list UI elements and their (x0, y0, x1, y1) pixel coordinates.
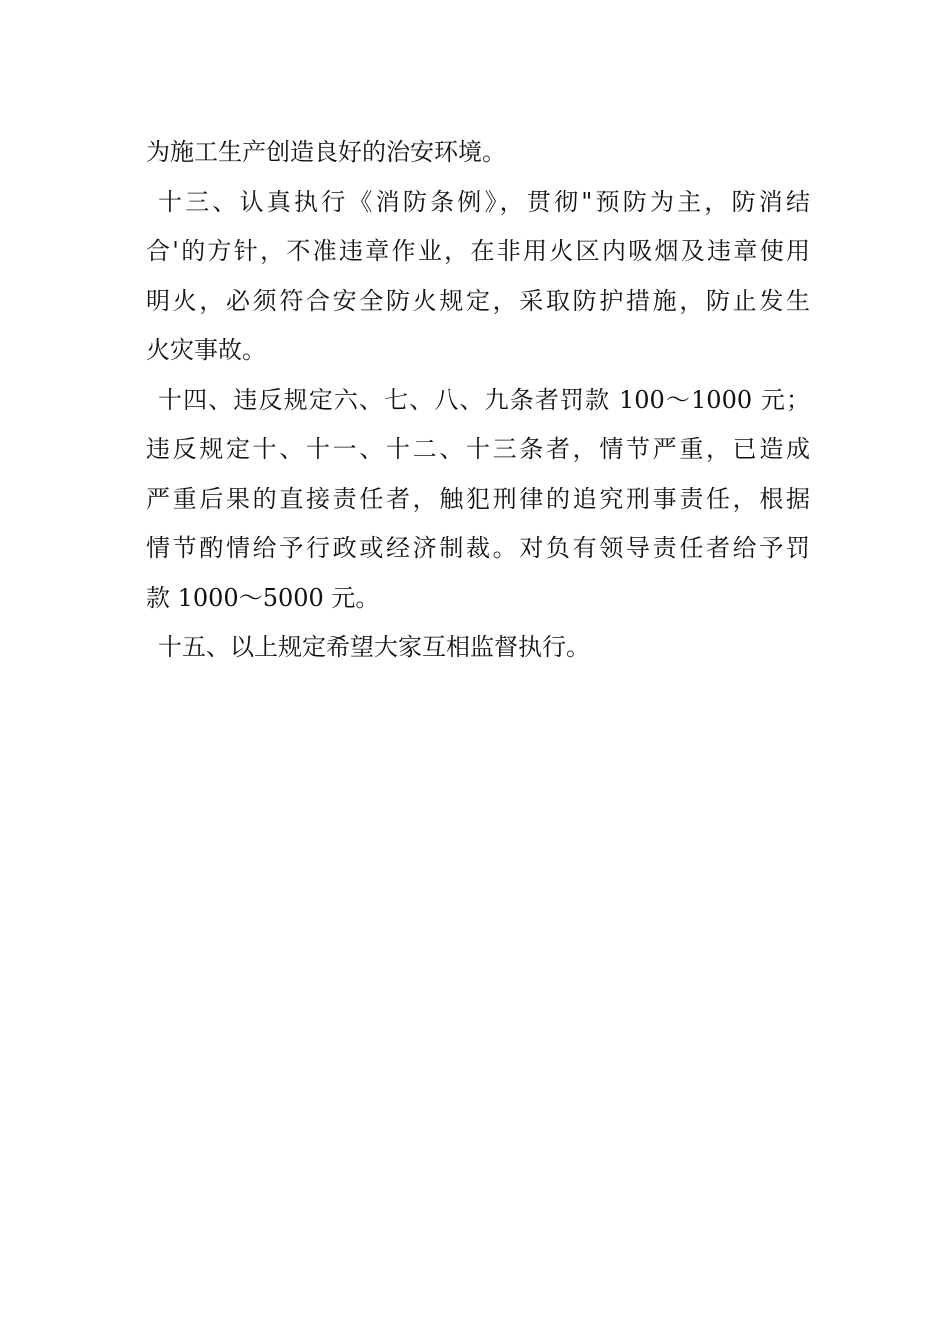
paragraph-12-end-line: 为施工生产创造良好的治安环境。 (146, 138, 506, 166)
paragraph-14-line-5: 款 1000～5000 元。 (146, 583, 380, 612)
paragraph-13-line-3: 明火，必须符合安全防火规定，采取防护措施，防止发生 (146, 286, 810, 315)
paragraph-14-line-1: 十四、违反规定六、七、八、九条者罚款 100～1000 元； (158, 385, 810, 414)
paragraph-15-line-1: 十五、以上规定希望大家互相监督执行。 (158, 633, 590, 661)
paragraph-13-line-1: 十三、认真执行《消防条例》，贯彻"预防为主，防消结 (158, 187, 810, 216)
paragraph-14-line-3: 严重后果的直接责任者，触犯刑律的追究刑事责任，根据 (146, 484, 810, 513)
paragraph-13-line-4: 火灾事故。 (146, 336, 266, 364)
document-body (146, 128, 810, 673)
paragraph-14-line-2: 违反规定十、十一、十二、十三条者，情节严重，已造成 (146, 435, 810, 463)
paragraph-13-line-2: 合'的方针，不准违章作业，在非用火区内吸烟及违章使用 (146, 237, 810, 265)
paragraph-14-line-4: 情节酌情给予行政或经济制裁。对负有领导责任者给予罚 (146, 534, 810, 562)
